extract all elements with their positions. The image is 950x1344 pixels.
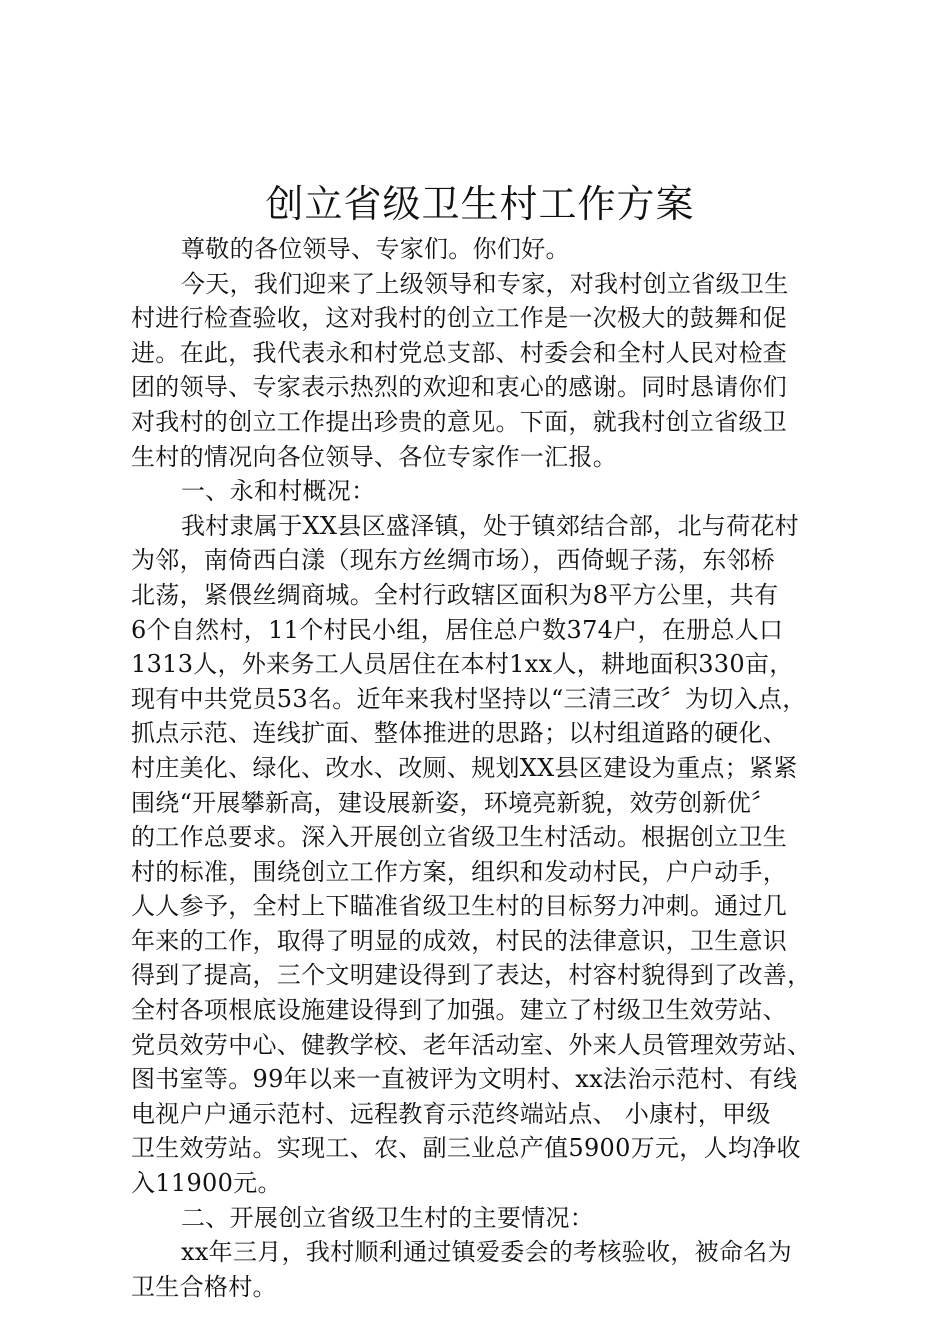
paragraph-line: 村进行检查验收，这对我村的创立工作是一次极大的鼓舞和促 (131, 304, 788, 333)
paragraph-line: 电视户户通示范村、远程教育示范终端站点、 小康村，甲级 (131, 1099, 771, 1128)
paragraph-line: 村庄美化、绿化、改水、改厕、规划XX县区建设为重点；紧紧 (131, 753, 798, 782)
paragraph-line: 对我村的创立工作提出珍贵的意见。下面，就我村创立省级卫 (131, 407, 788, 436)
section-heading: 一、永和村概况： (181, 477, 376, 506)
paragraph-line: 图书室等。99年以来一直被评为文明村、xx法治示范村、有线 (131, 1065, 798, 1094)
paragraph-line: xx年三月，我村顺利通过镇爱委会的考核验收，被命名为 (181, 1238, 792, 1267)
paragraph-line: 入11900元。 (131, 1169, 282, 1198)
paragraph-line: 围绕“开展攀新高，建设展新姿，环境亮新貌，效劳创新优〞 (131, 788, 776, 817)
document-title: 创立省级卫生村工作方案 (265, 182, 695, 226)
paragraph-line: 北荡，紧偎丝绸商城。全村行政辖区面积为8平方公里，共有 (131, 580, 779, 609)
paragraph-line: 卫生合格村。 (131, 1272, 277, 1301)
paragraph-line: 进。在此，我代表永和村党总支部、村委会和全村人民对检查 (131, 338, 788, 367)
paragraph-line: 村的标准，围绕创立工作方案，组织和发动村民，户户动手， (131, 857, 788, 886)
paragraph-line: 人人参予，全村上下瞄准省级卫生村的目标努力冲刺。通过几 (131, 892, 788, 921)
paragraph-line: 今天，我们迎来了上级领导和专家，对我村创立省级卫生 (181, 269, 789, 298)
paragraph-line: 现有中共党员53名。近年来我村坚持以“三清三改〞为切入点， (131, 684, 807, 713)
section-heading: 二、开展创立省级卫生村的主要情况： (181, 1203, 595, 1232)
document-body (131, 232, 843, 1304)
paragraph-line: 1313人，外来务工人员居住在本村1xx人，耕地面积330亩， (131, 650, 794, 679)
paragraph-line: 抓点示范、连线扩面、整体推进的思路；以村组道路的硬化、 (131, 719, 788, 748)
paragraph-line: 为邻，南倚西白漾（现东方丝绸市场），西倚蚬子荡，东邻桥 (131, 546, 776, 575)
paragraph-line: 卫生效劳站。实现工、农、副三业总产值5900万元，人均净收 (131, 1134, 801, 1163)
paragraph-line: 的工作总要求。深入开展创立省级卫生村活动。根据创立卫生 (131, 823, 788, 852)
paragraph-line: 团的领导、专家表示热烈的欢迎和衷心的感谢。同时恳请你们 (131, 373, 788, 402)
paragraph-line: 得到了提高，三个文明建设得到了表达，村容村貌得到了改善， (131, 961, 812, 990)
paragraph-line: 我村隶属于XX县区盛泽镇，处于镇郊结合部，北与荷花村 (181, 511, 799, 540)
paragraph-line: 全村各项根底设施建设得到了加强。建立了村级卫生效劳站、 (131, 996, 788, 1025)
paragraph-line: 尊敬的各位领导、专家们。你们好。 (181, 235, 570, 263)
paragraph-line: 党员效劳中心、健教学校、老年活动室、外来人员管理效劳站、 (131, 1030, 812, 1059)
paragraph-line: 生村的情况向各位领导、各位专家作一汇报。 (131, 442, 617, 471)
paragraph-line: 年来的工作，取得了明显的成效，村民的法律意识，卫生意识 (131, 926, 788, 955)
paragraph-line: 6个自然村，11个村民小组，居住总户数374户，在册总人口 (131, 615, 784, 644)
